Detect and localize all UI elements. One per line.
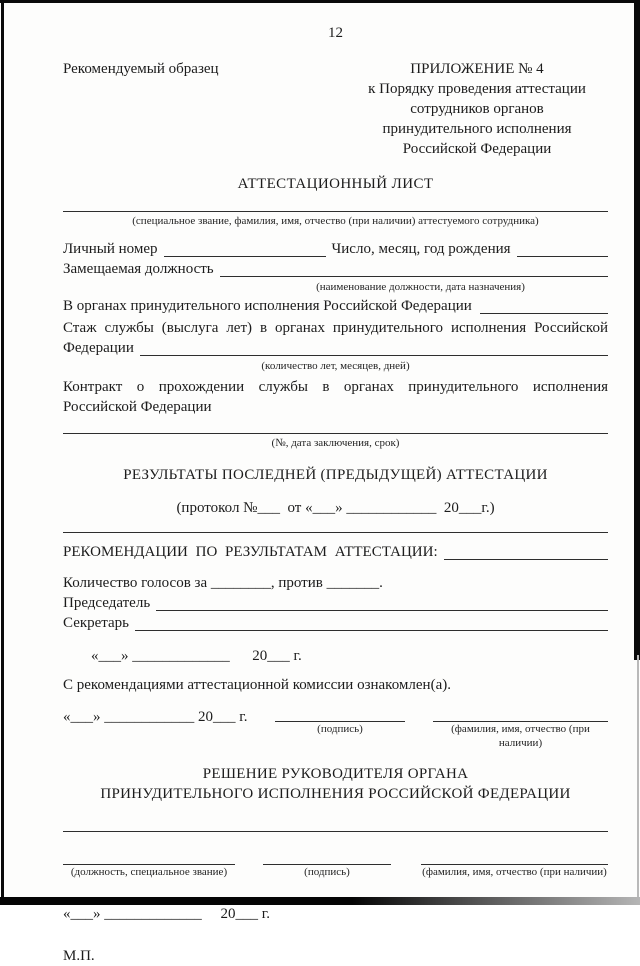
birthdate-label: Число, месяц, год рождения (331, 241, 511, 257)
position-blank (220, 260, 608, 277)
chairman-blank (156, 594, 608, 611)
recommendations-blank (444, 543, 608, 560)
service-length-caption: (количество лет, месяцев, дней) (261, 360, 410, 372)
sample-label: Рекомендуемый образец (63, 61, 219, 77)
contract-caption: (№, дата заключения, срок) (271, 437, 400, 449)
page-number: 12 (328, 25, 343, 41)
ack-signature-caption: (подпись) (317, 723, 363, 735)
secretary-blank (135, 614, 608, 631)
service-length-blank (140, 339, 608, 356)
position-caption: (наименование должности, дата назначения) (316, 281, 525, 293)
recommendations-heading: РЕКОМЕНДАЦИИ ПО РЕЗУЛЬТАТАМ АТТЕСТАЦИИ: (63, 544, 438, 560)
in-bodies-label: В органах принудительного исполнения Российской Федерации (63, 298, 472, 314)
protocol-line: (протокол №___ от «___» ____________ 20___г.) (176, 500, 495, 516)
fio-caption: (специальное звание, фамилия, имя, отчество (при наличии) аттестуемого сотрудника) (132, 215, 539, 227)
acknowledged-line: С рекомендациями аттестационной комиссии ознакомлен(а). (63, 677, 451, 693)
decision-fio-caption: (фамилия, имя, отчество (при наличии) (422, 866, 607, 878)
scan-edge-right (634, 0, 640, 660)
ack-fio-blank (433, 707, 608, 722)
decision-date-line: «___» _____________ 20___ г. (63, 906, 270, 922)
decision-signature-blank (263, 850, 391, 865)
chairman-label: Председатель (63, 595, 151, 611)
scan-edge-left (1, 0, 4, 905)
appendix-line: Российской Федерации (402, 141, 552, 157)
section-rule (63, 532, 608, 533)
contract-text-line1: Контракт о прохождении службы в органах принудительного исполнения (63, 379, 608, 395)
form-title: АТТЕСТАЦИОННЫЙ ЛИСТ (237, 176, 434, 192)
stamp-mark: М.П. (63, 948, 95, 964)
contract-text-line2: Российской Федерации (63, 399, 212, 415)
decision-signature-caption: (подпись) (304, 866, 350, 878)
decision-heading-line1: РЕШЕНИЕ РУКОВОДИТЕЛЯ ОРГАНА (202, 766, 469, 782)
decision-blank-line (63, 831, 608, 832)
decision-position-blank (63, 850, 235, 865)
decision-position-caption: (должность, специальное звание) (70, 866, 228, 878)
votes-line: Количество голосов за ________, против _______. (63, 575, 383, 591)
fio-blank-line (63, 211, 608, 212)
commission-date-line: «___» _____________ 20___ г. (91, 648, 302, 664)
ack-fio-caption: (фамилия, имя, отчество (при наличии) (451, 723, 590, 749)
personal-number-blank (164, 240, 326, 257)
service-length-text-line2: Федерации (63, 340, 134, 356)
service-length-text-line1: Стаж службы (выслуга лет) в органах принудительного исполнения Российской (63, 320, 608, 336)
appendix-block (346, 59, 608, 159)
position-label: Замещаемая должность (63, 261, 214, 277)
personal-number-label: Личный номер (63, 241, 158, 257)
scan-edge-right-faint (637, 655, 639, 905)
appendix-line: ПРИЛОЖЕНИЕ № 4 (410, 61, 544, 77)
appendix-line: принудительного исполнения (382, 121, 572, 137)
ack-signature-blank (275, 707, 405, 722)
appendix-line: сотрудников органов (410, 101, 544, 117)
ack-date-line: «___» ____________ 20___ г. (63, 709, 248, 725)
decision-heading-line2: ПРИНУДИТЕЛЬНОГО ИСПОЛНЕНИЯ РОССИЙСКОЙ ФЕДЕРАЦИИ (100, 786, 571, 802)
contract-blank-line (63, 433, 608, 434)
decision-fio-blank (421, 850, 608, 865)
results-heading: РЕЗУЛЬТАТЫ ПОСЛЕДНЕЙ (ПРЕДЫДУЩЕЙ) АТТЕСТАЦИИ (123, 467, 548, 483)
in-bodies-blank (480, 297, 608, 314)
birthdate-blank (517, 240, 608, 257)
secretary-label: Секретарь (63, 615, 130, 631)
appendix-line: к Порядку проведения аттестации (368, 81, 586, 97)
